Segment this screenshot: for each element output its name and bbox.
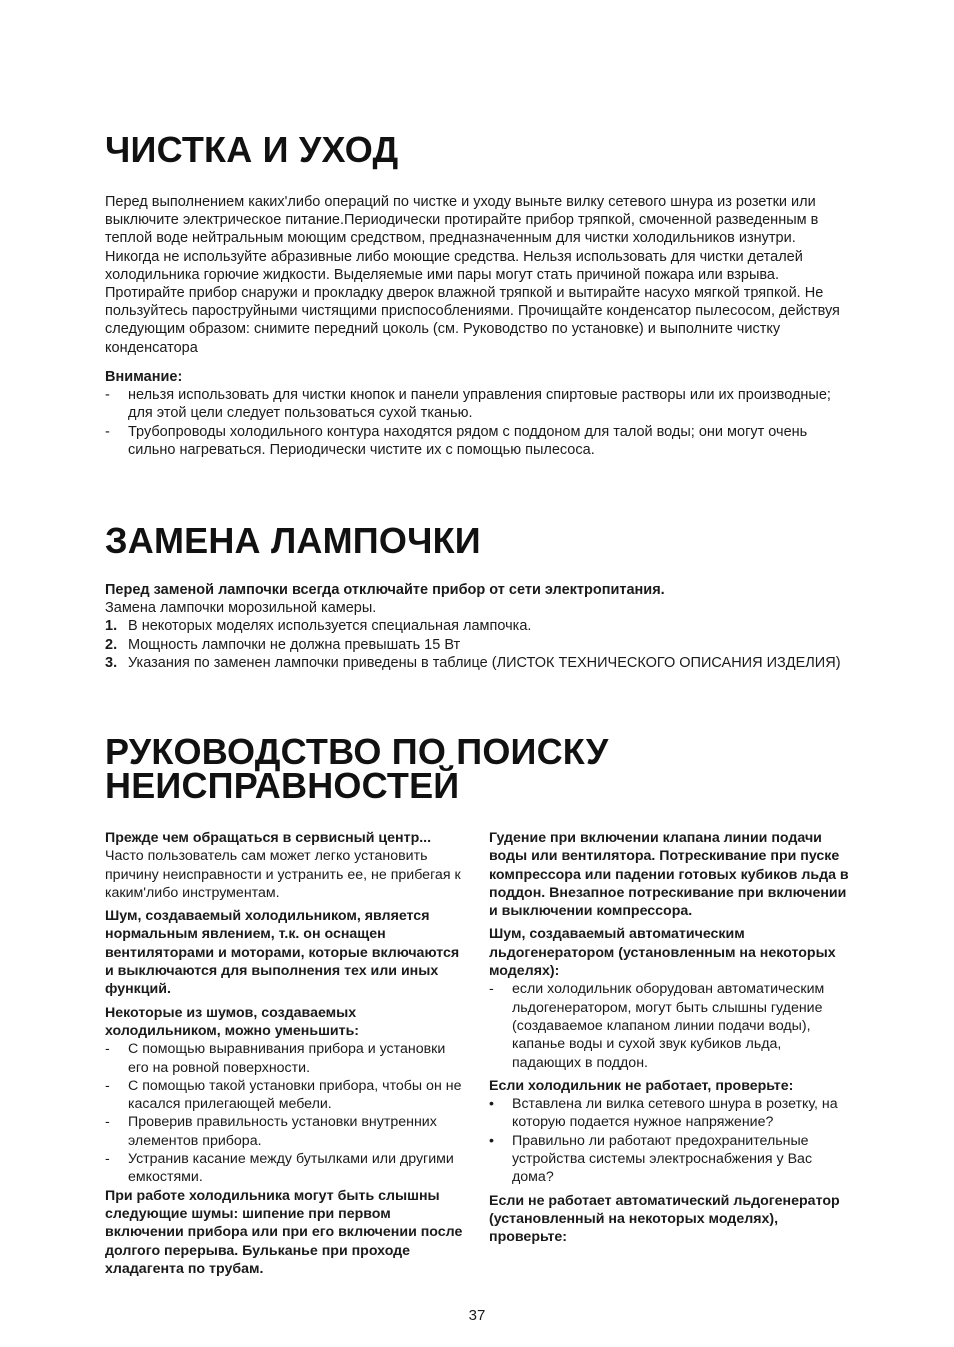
list-item: 2. Мощность лампочки не должна превышать 15 Вт bbox=[105, 636, 461, 653]
dash-marker: - bbox=[105, 423, 110, 440]
lamp-subtitle: Замена лампочки морозильной камеры. bbox=[105, 600, 377, 617]
before-service-text: Часто пользователь сам может легко установить причину неисправности и устранить ее, не прибегая к каким'либо инструментам. bbox=[105, 848, 461, 901]
list-item: - Устранив касание между бутылками или другими емкостями. bbox=[105, 1151, 454, 1186]
lamp-notice: Перед заменой лампочки всегда отключайте прибор от сети электропитания. bbox=[105, 582, 665, 598]
troubleshooting-left-column bbox=[105, 829, 467, 1278]
cleaning-warning bbox=[105, 368, 850, 459]
list-item: 1. В некоторых моделях используется специальная лампочка. bbox=[105, 618, 532, 635]
icemaker-list bbox=[489, 980, 851, 1071]
noise-reduce-list bbox=[105, 1040, 467, 1186]
noises-heard-text: При работе холодильника могут быть слышны следующие шумы: шипение при первом включении прибора или при его включении после долгого перерыва. Бульканье при проходе хладагента по трубам. bbox=[105, 1187, 463, 1277]
noise-reduce-heading: Некоторые из шумов, создаваемых холодильником, можно уменьшить: bbox=[105, 1004, 360, 1039]
icemaker-fail-heading: Если не работает автоматический льдогенератор (установленный на некоторых моделях), проверьте: bbox=[489, 1192, 840, 1246]
list-item: - нельзя использовать для чистки кнопок и панели управления спиртовые растворы или их производные; для этой цели следует пользоваться сухой тканью. bbox=[105, 387, 831, 422]
list-item: - С помощью выравнивания прибора и установки его на ровной поверхности. bbox=[105, 1041, 446, 1076]
icemaker-heading: Шум, создаваемый автоматическим льдогенератором (установленным на некоторых моделях): bbox=[489, 926, 836, 980]
list-item: • Правильно ли работают предохранительные устройства системы электроснабжения у Вас дома? bbox=[489, 1132, 813, 1186]
warning-label: Внимание: bbox=[105, 369, 183, 385]
cleaning-intro: Перед выполнением каких'либо операций по чистке и уходу выньте вилку сетевого шнура из розетки или выключите электрическое питание.Периодически протирайте прибор тряпкой, смоченной разведенным в теплой воде нейтральным моющим средством, предназначенным для чистки холодильников изнутри. Никогда не используйте абразивные либо моющие средства. Нельзя использовать для чистки деталей холодильника горючие жидкости. Выделяемые ими пары могут стать причиной пожара или взрыва. Протирайте прибор снаружи и прокладку дверок влажной тряпкой и вытирайте насухо мягкой тряпкой. Не пользуйтесь пароструйными чистящими приспособлениями. Прочищайте конденсатор пылесосом, действуя следующим образом: снимите передний цоколь (см. Руководство по установке) и выполните чистку конденсатора bbox=[105, 194, 840, 356]
before-service-heading: Прежде чем обращаться в сервисный центр... bbox=[105, 830, 432, 846]
troubleshooting-title: РУКОВОДСТВО ПО ПОИСКУ НЕИСПРАВНОСТЕЙ bbox=[105, 731, 609, 806]
not-working-list bbox=[489, 1095, 851, 1186]
list-item: - С помощью такой установки прибора, чтобы он не касался прилегающей мебели. bbox=[105, 1077, 462, 1113]
list-item: - если холодильник оборудован автоматическим льдогенератором, могут быть слышны гудение (создаваемое клапаном линии подачи воды), капанье воды и сухой звук кубиков льда, падающих в поддон. bbox=[489, 981, 825, 1071]
page-number: 37 bbox=[468, 1307, 486, 1324]
lamp-title: ЗАМЕНА ЛАМПОЧКИ bbox=[105, 520, 481, 561]
cleaning-title: ЧИСТКА И УХОД bbox=[105, 129, 399, 170]
list-item: - Трубопроводы холодильного контура находятся рядом с поддоном для талой воды; они могут очень сильно нагреваться. Периодически чистите их с помощью пылесоса. bbox=[105, 423, 808, 458]
warning-list bbox=[105, 386, 850, 459]
lamp-section bbox=[105, 581, 850, 672]
dash-marker: - bbox=[105, 387, 110, 404]
list-item: - Проверив правильность установки внутренних элементов прибора. bbox=[105, 1114, 437, 1149]
list-item: 3. Указания по заменен лампочки приведены в таблице (ЛИСТОК ТЕХНИЧЕСКОГО ОПИСАНИЯ ИЗДЕЛИЯ) bbox=[105, 654, 841, 671]
not-working-heading: Если холодильник не работает, проверьте: bbox=[489, 1077, 794, 1094]
noise-normal-text: Шум, создаваемый холодильником, является нормальным явлением, т.к. он оснащен вентиляторами и моторами, которые включаются и выключаются для выполнения тех или иных функций. bbox=[105, 908, 460, 998]
lamp-steps bbox=[105, 617, 850, 672]
hum-text: Гудение при включении клапана линии подачи воды или вентилятора. Потрескивание при пуске компрессора или падении готовых кубиков льда в поддон. Внезапное потрескивание при включении и выключении компрессора. bbox=[489, 830, 849, 920]
troubleshooting-right-column bbox=[489, 829, 851, 1247]
list-item: • Вставлена ли вилка сетевого шнура в розетку, на которую подается нужное напряжение? bbox=[489, 1096, 838, 1131]
